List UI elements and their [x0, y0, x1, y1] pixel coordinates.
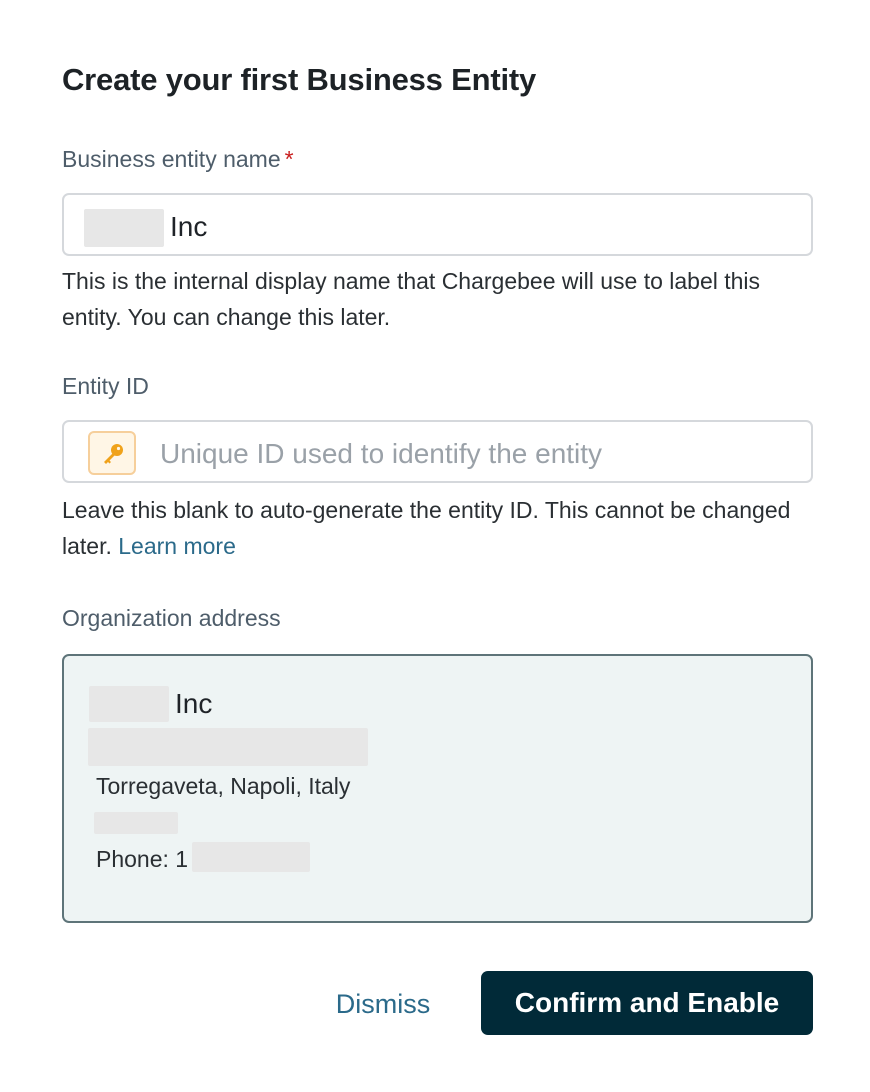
business-entity-name-label — [62, 146, 294, 173]
business-entity-name-input[interactable] — [62, 193, 813, 256]
entity-id-help-text: Leave this blank to auto-generate the entity ID. This cannot be changed later. — [62, 497, 791, 559]
learn-more-link[interactable]: Learn more — [118, 533, 236, 559]
redacted-name-prefix — [84, 209, 164, 247]
entity-id-label: Entity ID — [62, 373, 149, 399]
entity-id-help — [62, 492, 822, 564]
redacted-phone — [192, 842, 310, 872]
org-phone: Phone: 1 — [96, 846, 189, 872]
organization-address-card — [62, 654, 813, 923]
required-asterisk: * — [284, 146, 294, 172]
business-entity-name-label-text: Business entity name — [62, 146, 281, 172]
dialog-title: Create your first Business Entity — [62, 62, 537, 97]
confirm-and-enable-button[interactable]: Confirm and Enable — [481, 971, 813, 1035]
dismiss-button[interactable]: Dismiss — [318, 973, 448, 1035]
business-entity-name-value: Inc — [170, 211, 208, 242]
org-name: Inc — [175, 688, 213, 719]
organization-address-label: Organization address — [62, 605, 281, 631]
business-entity-name-help: This is the internal display name that Chargebee will use to label this entity. You can change this later. — [62, 268, 761, 330]
redacted-street — [88, 728, 368, 766]
redacted-postal — [94, 812, 178, 834]
key-icon — [88, 431, 136, 475]
redacted-org-name — [89, 686, 169, 722]
entity-id-input[interactable] — [62, 420, 813, 483]
entity-id-placeholder: Unique ID used to identify the entity — [160, 438, 603, 469]
org-city-line: Torregaveta, Napoli, Italy — [96, 773, 351, 799]
